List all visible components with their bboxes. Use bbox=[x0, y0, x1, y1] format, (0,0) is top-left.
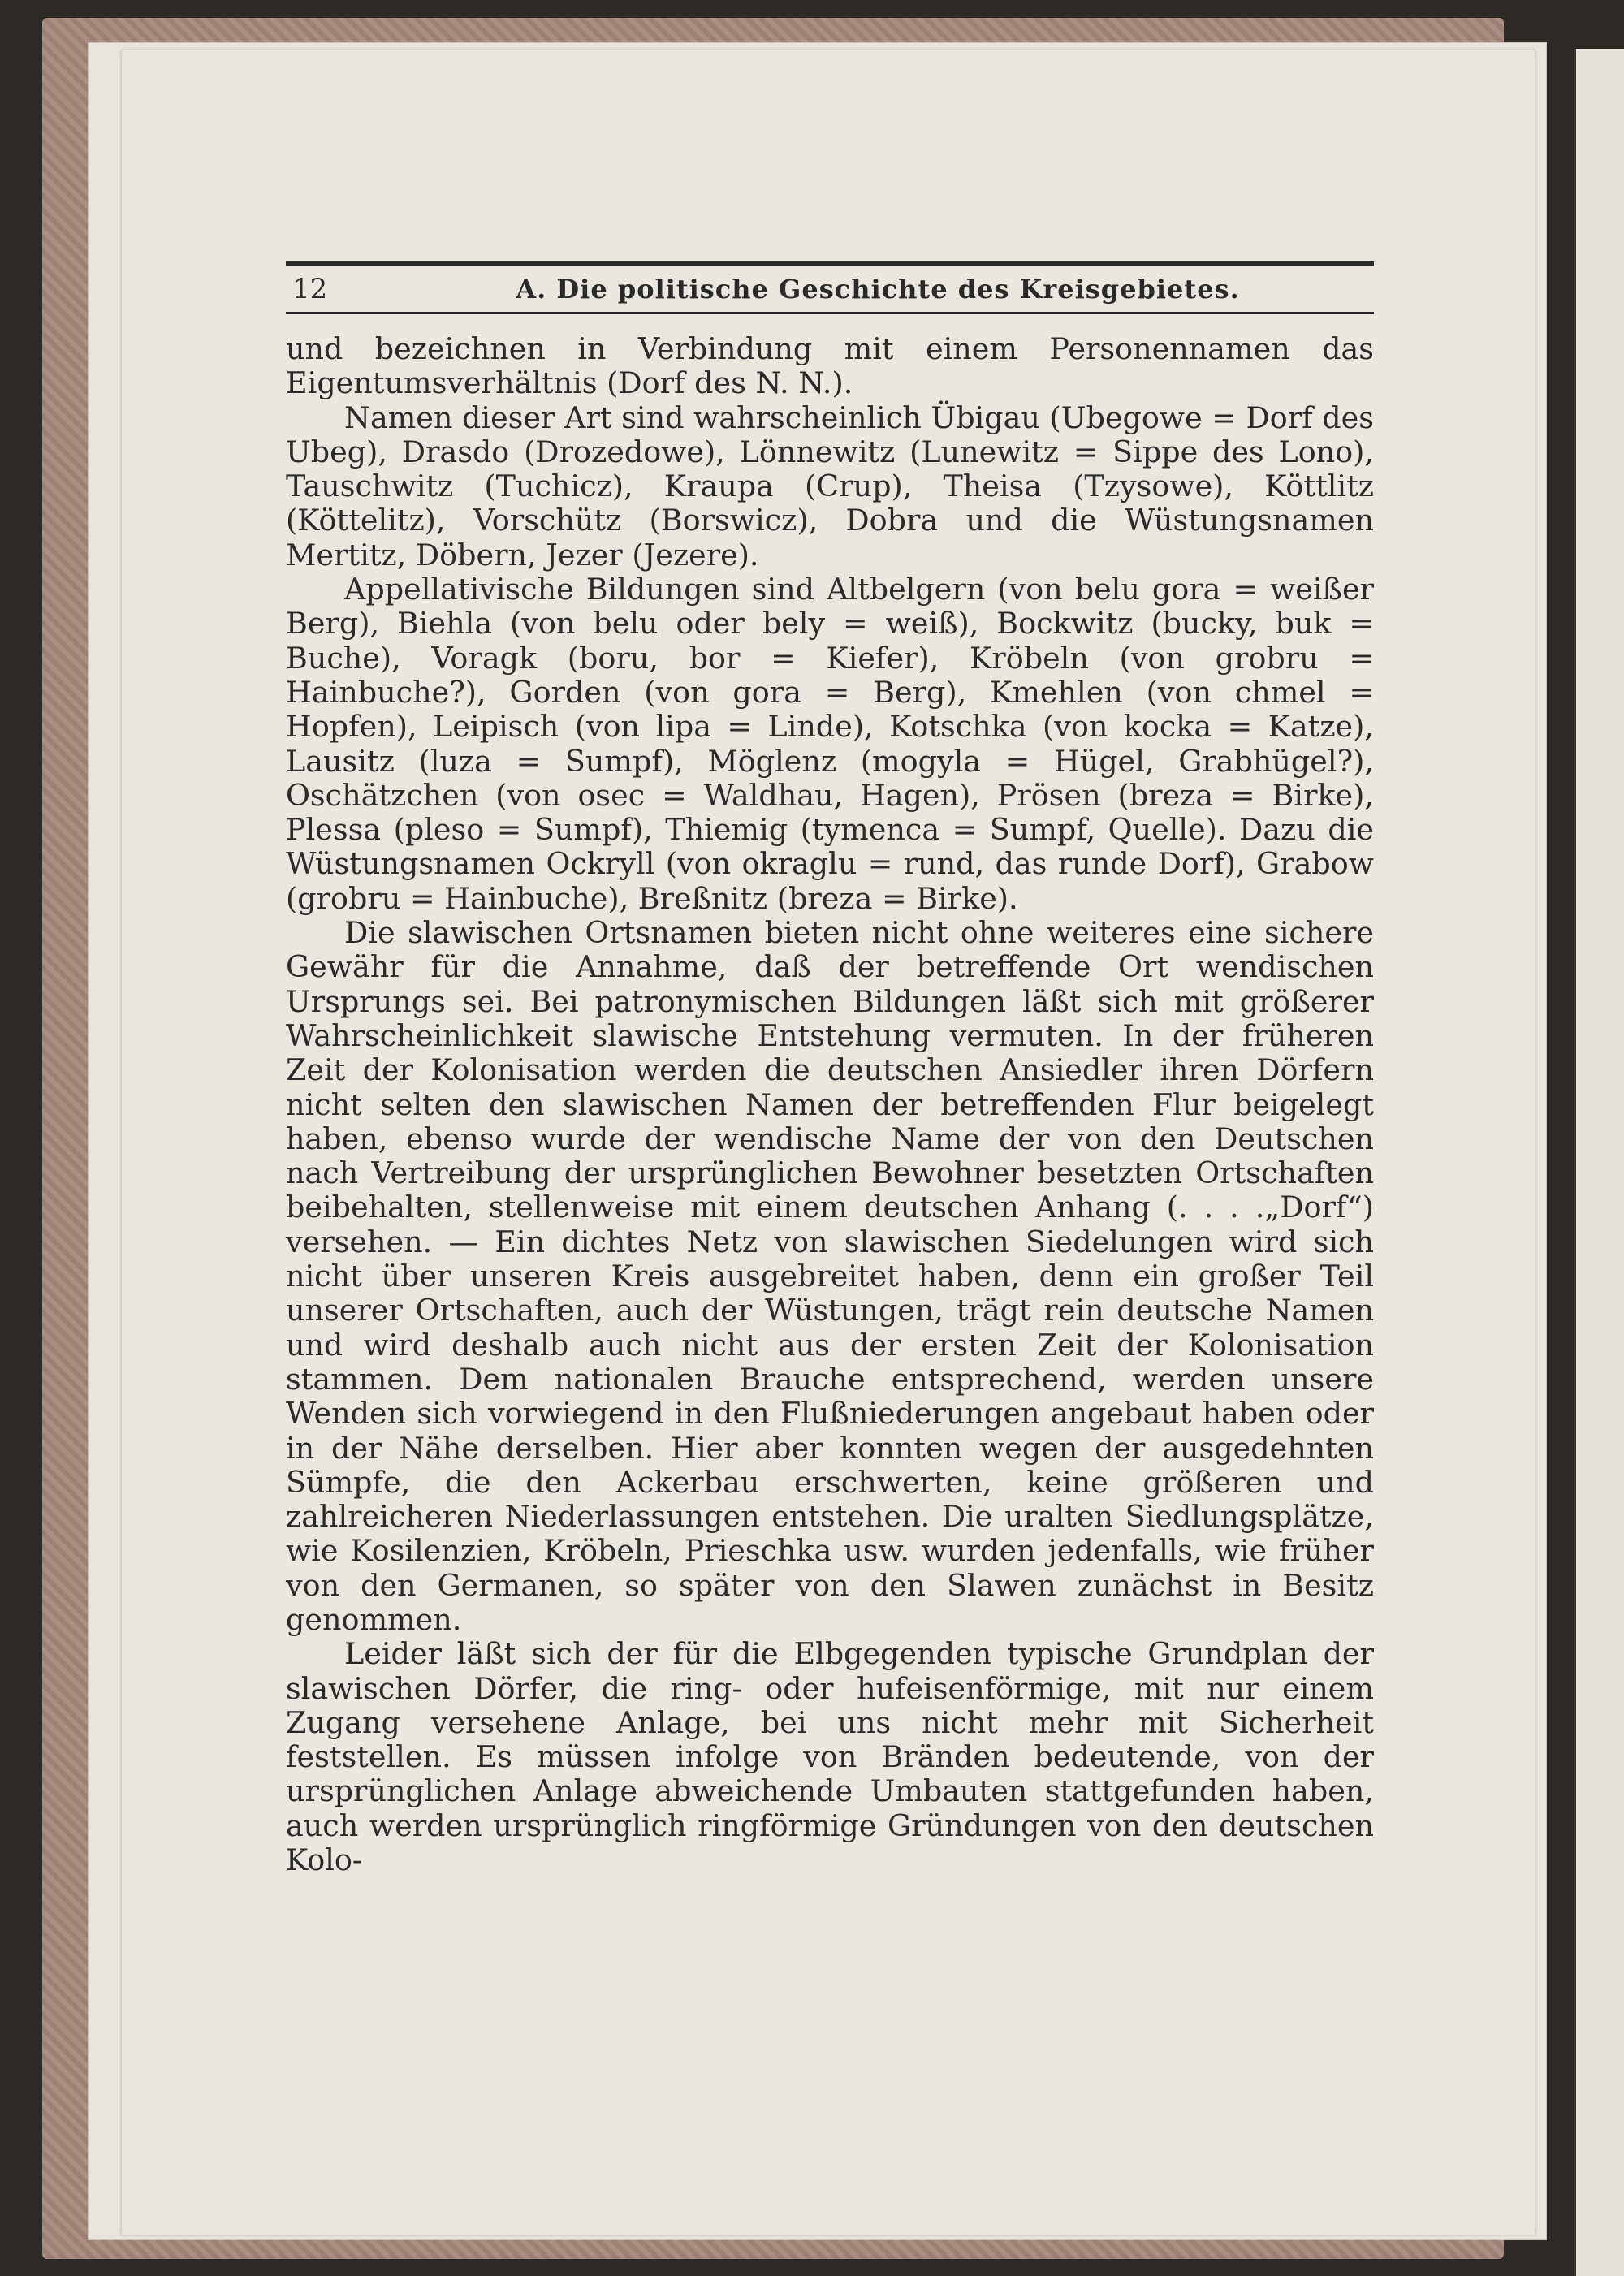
page-content bbox=[286, 261, 1374, 1877]
facing-page-edge bbox=[1574, 49, 1624, 2276]
paragraph-patronymic-names: Namen dieser Art sind wahrscheinlich Übigau (Ubegowe = Dorf des Ubeg), Drasdo (Drozedowe), Lönnewitz (Lunewitz = Sippe des Lono), Tauschwitz (Tuchicz), Kraupa (Crup), Theisa (Tzysowe), Köttlitz (Köttelitz), Vorschütz (Borswicz), Dobra und die Wüstungsnamen Mertitz, Döbern, Jezer (Jezere). bbox=[286, 399, 1374, 572]
paragraph-continuation: und bezeichnen in Verbindung mit einem Personennamen das Eigentumsverhältnis (Dorf des N. N.). bbox=[286, 331, 1374, 401]
paragraph-village-plan: Leider läßt sich der für die Elbgegenden typische Grundplan der slawischen Dörfer, die ring- oder hufeisenförmige, mit nur einem Zugang versehene Anlage, bei uns nicht mehr mit Sicherheit feststellen. Es müssen infolge von Bränden bedeutende, von der ursprünglichen Anlage abweichende Umbauten stattgefunden haben, auch werden ursprünglich ringförmige Gründungen von den deutschen Kolo- bbox=[286, 1636, 1374, 1878]
paragraph-slavic-settlement: Die slawischen Ortsnamen bieten nicht ohne weiteres eine sichere Gewähr für die Annahme, daß der betreffende Ort wendischen Ursprungs sei. Bei patronymischen Bildungen läßt sich mit größerer Wahrscheinlichkeit slawische Entstehung vermuten. In der früheren Zeit der Kolonisation werden die deutschen Ansiedler ihren Dörfern nicht selten den slawischen Namen der betreffenden Flur beigelegt haben, ebenso wurde der wendische Name der von den Deutschen nach Vertreibung der ursprünglichen Bewohner besetzten Ortschaften beibehalten, stellenweise mit einem deutschen Anhang (. . . .„Dorf“) versehen. — Ein dichtes Netz von slawischen Siedelungen wird sich nicht über unseren Kreis ausgebreitet haben, denn ein großer Teil unserer Ortschaften, auch der Wüstungen, trägt rein deutsche Namen und wird deshalb auch nicht aus der ersten Zeit der Kolonisation stammen. Dem nationalen Brauche entsprechend, werden unsere Wenden sich vorwiegend in den Flußniederungen angebaut haben oder in der Nähe derselben. Hier aber konnten wegen der ausgedehnten Sümpfe, die den Ackerbau erschwerten, keine größeren und zahlreicheren Niederlassungen entstehen. Die uralten Siedlungsplätze, wie Kosilenzien, Kröbeln, Prieschka usw. wurden jedenfalls, wie früher von den Germanen, so später von den Slawen zunächst in Besitz genommen. bbox=[286, 915, 1374, 1637]
body-text bbox=[286, 332, 1374, 1877]
running-head: A. Die politische Geschichte des Kreisgebietes. bbox=[516, 274, 1240, 304]
page-number: 12 bbox=[292, 273, 328, 305]
header-rule-bottom bbox=[286, 312, 1374, 314]
paragraph-appellative-names: Appellativische Bildungen sind Altbelgern (von belu gora = weißer Berg), Biehla (von belu oder bely = weiß), Bockwitz (bucky, buk = Buche), Voragk (boru, bor = Kiefer), Kröbeln (von grobru = Hainbuche?), Gorden (von gora = Berg), Kmehlen (von chmel = Hopfen), Leipisch (von lipa = Linde), Kotschka (von kocka = Katze), Lausitz (luza = Sumpf), Möglenz (mogyla = Hügel, Grabhügel?), Oschätzchen (von osec = Waldhau, Hagen), Prösen (breza = Birke), Plessa (pleso = Sumpf), Thiemig (tymenca = Sumpf, Quelle). Dazu die Wüstungsnamen Ockryll (von okraglu = rund, das runde Dorf), Grabow (grobru = Hainbuche), Breßnitz (breza = Birke). bbox=[286, 572, 1374, 916]
page-header bbox=[286, 266, 1374, 312]
